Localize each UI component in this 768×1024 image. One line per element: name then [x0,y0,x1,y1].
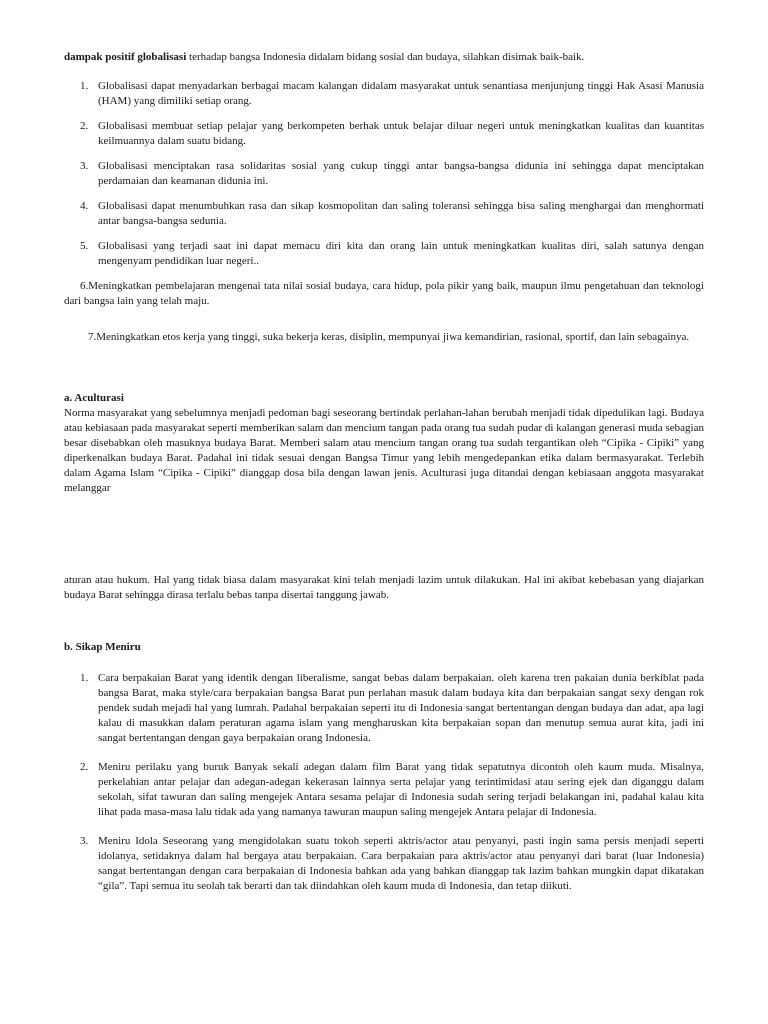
list-item [64,79,704,109]
intro-text: terhadap bangsa Indonesia didalam bidang sosial dan budaya, silahkan disimak baik-baik. [186,51,585,63]
aculturasi-paragraph: Norma masyarakat yang sebelumnya menjadi pedoman bagi seseorang bertindak perlahan-lahan berubah menjadi tidak dipedulikan lagi. Budaya atau kebiasaan pada masyarakat seperti memberikan salam dan mencium tangan pada orang tua sudah pudar di kalangan generasi muda sebagian besar disebabkan oleh masuknya budaya Barat. Memberi salam atau mencium tangan orang tua sudah tergantikan oleh “Cipika - Cipiki” yang diperkenalkan budaya Barat. Padahal ini tidak sesuai dengan Bangsa Timur yang lebih mengedepankan etika dalam bermasyarakat. Terlebih dalam Agama Islam “Cipika - Cipiki” dianggap dosa bila dengan lawan jenis. Aculturasi juga ditandai dengan kebiasaan anggota masyarakat melanggar [64,407,704,494]
intro-bold: dampak positif globalisasi [64,51,187,63]
sikap-meniru-list [64,671,704,894]
list-item-text: Globalisasi yang terjadi saat ini dapat memacu diri kita dan orang lain untuk meningkatkan kualitas diri, salah satunya dengan mengenyam pendidikan luar negeri.. [98,240,704,267]
list-item [64,119,704,149]
list-number: 2. [80,761,89,773]
list-item [64,159,704,189]
list-item [64,671,704,746]
intro-paragraph [64,50,704,65]
list-item-text: Cara berpakaian Barat yang identik dengan liberalisme, sangat bebas dalam berpakaian. oleh karena tren pakaian dunia berkiblat pada bangsa Barat, maka style/cara berpakaian bangsa Barat pun perlahan masuk dalam budaya kita dan berpakaian sangat sexy dengan rok pendek sudah mejadi hal yang lumrah. Padahal berpakaian seperti itu di Indonesia sangat bertentangan dengan budaya dan adat, apa lagi kalau di masukkan dalam peraturan agama islam yang mengharuskan kita berpakaian sopan dan menutup semua aurat kita, jadi ini sangat bertentangan dengan gaya berpakaian orang Indonesia. [98,672,704,744]
list-item [64,760,704,820]
list-item-text: Globalisasi menciptakan rasa solidaritas sosial yang cukup tinggi antar bangsa-bangsa didunia ini sehingga dapat menciptakan perdamaian dan keamanan didunia ini. [98,160,704,187]
list-item-text: Globalisasi dapat menumbuhkan rasa dan sikap kosmopolitan dan saling toleransi sehingga bisa saling menghargai dan menghormati antar bangsa-bangsa sedunia. [98,200,704,227]
list-number: 5. [80,240,89,252]
list-item [64,239,704,269]
list-item [64,834,704,894]
item-6-paragraph: 6.Meningkatkan pembelajaran mengenai tata nilai sosial budaya, cara hidup, pola pikir yang baik, maupun ilmu pengetahuan dan teknologi dari bangsa lain yang telah maju. [64,280,704,307]
list-item-text: Meniru Idola Seseorang yang mengidolakan suatu tokoh seperti aktris/actor atau penyanyi, pasti ingin sama persis menjadi seperti idolanya, setidaknya dalam hal bergaya atau berpakaian. Cara berpakaian para aktris/actor atau penyanyi dari barat (luar Indonesia) sangat bertentangan dengan cara berpakaian di Indonesia bahkan ada yang bahkan dianggap tak lazim bahkan mungkin dapat dikatakan “gila”. Tapi semua itu seolah tak berarti dan tak diindahkan oleh kaum muda di Indonesia, dan tetap diikuti. [98,835,704,892]
list-item-text: Meniru perilaku yang buruk Banyak sekali adegan dalam film Barat yang tidak sepatutnya dicontoh oleh kaum muda. Misalnya, perkelahian antar pelajar dan adegan-adegan kekerasan lainnya serta pelajar yang terintimidasi atau sering ejek dan diganggu dalam sekolah, sifat tawuran dan saling mengejek Antara sesama pelajar di Indonesia sudah sering terjadi belakangan ini, padahal kalau kita lihat pada masa-masa lalu tidak ada yang namanya tawuran maupun saling mengejek Antara pelajar di Indonesia. [98,761,704,818]
item-7-paragraph: 7.Meningkatkan etos kerja yang tinggi, suka bekerja keras, disiplin, mempunyai jiwa kemandirian, rasional, sportif, dan lain sebagainya. [88,331,690,343]
page-break-gap [64,496,704,573]
list-item [64,199,704,229]
list-number: 1. [80,672,89,684]
positive-impact-list [64,79,704,269]
list-number: 1. [80,80,89,92]
section-heading-sikap-meniru: b. Sikap Meniru [64,641,141,653]
list-item-text: Globalisasi membuat setiap pelajar yang berkompeten berhak untuk belajar diluar negeri untuk meningkatkan kualitas dan kuantitas keilmuannya dalam suatu bidang. [98,120,704,147]
list-item-text: Globalisasi dapat menyadarkan berbagai macam kalangan didalam masyarakat untuk senantiasa menjunjung tinggi Hak Asasi Manusia (HAM) yang dimiliki setiap orang. [98,80,704,107]
list-number: 4. [80,200,89,212]
list-number: 2. [80,120,89,132]
aculturasi-paragraph-continued: aturan atau hukum. Hal yang tidak biasa dalam masyarakat kini telah menjadi lazim untuk dilakukan. Hal ini akibat kebebasan yang diajarkan budaya Barat sehingga dirasa terlalu bebas tanpa disertai tanggung jawab. [64,574,704,601]
list-number: 3. [80,160,89,172]
section-heading-aculturasi: a. Aculturasi [64,392,124,404]
list-number: 3. [80,835,89,847]
